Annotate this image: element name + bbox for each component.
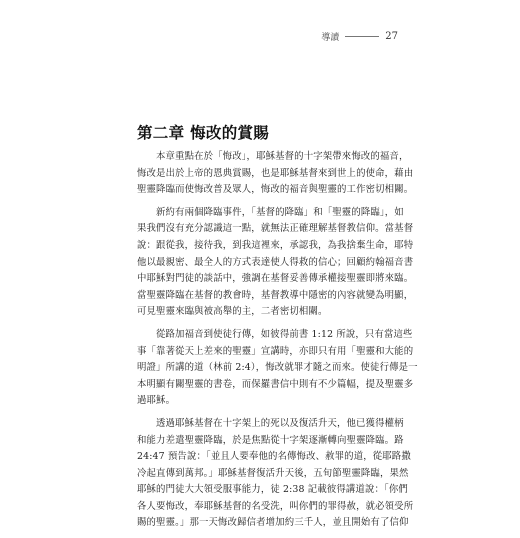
running-header <box>321 30 398 43</box>
text-line: 耶穌的門徒大大領受服事能力，徒 2:38 記載彼得講道說：「你們 <box>137 484 408 496</box>
text-line: 當聖靈降臨在基督的教會時，基督教導中隱密的內容就變為明顯， <box>137 289 414 301</box>
page-number: 27 <box>385 31 398 42</box>
paragraph <box>137 327 418 410</box>
text-line: 本章重點在於「悔改」，耶穌基督的十字架帶來悔改的福音， <box>156 151 409 162</box>
text-line: 本明顯有關聖靈的書卷，而保羅書信中則有不少篇幅，提及聖靈多 <box>137 378 414 390</box>
text-line: 透過耶穌基督在十字架上的死以及復活升天，他已獲得權柄 <box>156 417 404 429</box>
text-line: 從路加福音到使徒行傳，如彼得前書 1:12 所說，只有當這些 <box>156 328 413 340</box>
paragraph <box>137 205 414 321</box>
text-line: 悔改是出於上帝的恩典賞賜，也是耶穌基督來到世上的使命，藉由 <box>137 167 414 179</box>
text-line: 中耶穌對門徒的談話中，強調在基督妥善傳承權接聖靈即將來臨。 <box>137 273 414 285</box>
paragraph <box>137 149 414 199</box>
text-line: 明證」所講的道（林前 2:4），悔改就罪才隨之而來。使徒行傳是一 <box>137 362 418 374</box>
text-line: 和能力差遣聖靈降臨，於是焦點從十字架逐漸轉向聖靈降臨。路 <box>137 434 404 446</box>
text-line: 賜的聖靈。」那一天悔改歸信者增加約三千人，並且開始有了信仰 <box>137 517 409 529</box>
text-line: 各人要悔改，奉耶穌基督的名受洗，叫你們的罪得赦，就必領受所 <box>137 500 414 512</box>
section-label: 導讀 <box>321 33 340 43</box>
header-rule <box>345 36 379 37</box>
text-line: 新約有兩個降臨事件，「基督的降臨」和「聖靈的降臨」，如 <box>156 206 404 218</box>
chapter-title: 第二章 悔改的賞賜 <box>137 123 270 142</box>
text-line: 事「靠著從天上差來的聖靈」宣講時，亦即只有用「聖靈和大能的 <box>137 345 414 357</box>
text-line: 他以最親密、最全人的方式表達使人得救的信心；回顧約翰福音書 <box>137 256 414 268</box>
text-line: 可見聖靈來臨與被高舉的主，二者密切相關。 <box>137 306 328 318</box>
body-text <box>137 149 418 538</box>
paragraph <box>137 416 414 532</box>
text-line: 24:47 預告說：「並且人要奉他的名傳悔改、赦罪的道，從耶路撒 <box>137 451 411 463</box>
text-line: 過耶穌。 <box>137 395 176 407</box>
text-line: 聖靈降臨而使悔改普及眾人，悔改的福音與聖靈的工作密切相關。 <box>137 184 414 196</box>
text-line: 說：跟從我，接待我，到我這裡來，承認我，為我捨棄生命，耶特 <box>137 239 414 251</box>
text-line: 果我們沒有充分認識這一點，就無法正確理解基督教信仰。當基督 <box>137 223 414 235</box>
text-line: 冷起直傳到萬邦。」耶穌基督復活升天後，五旬節聖靈降臨，果然 <box>137 467 409 479</box>
